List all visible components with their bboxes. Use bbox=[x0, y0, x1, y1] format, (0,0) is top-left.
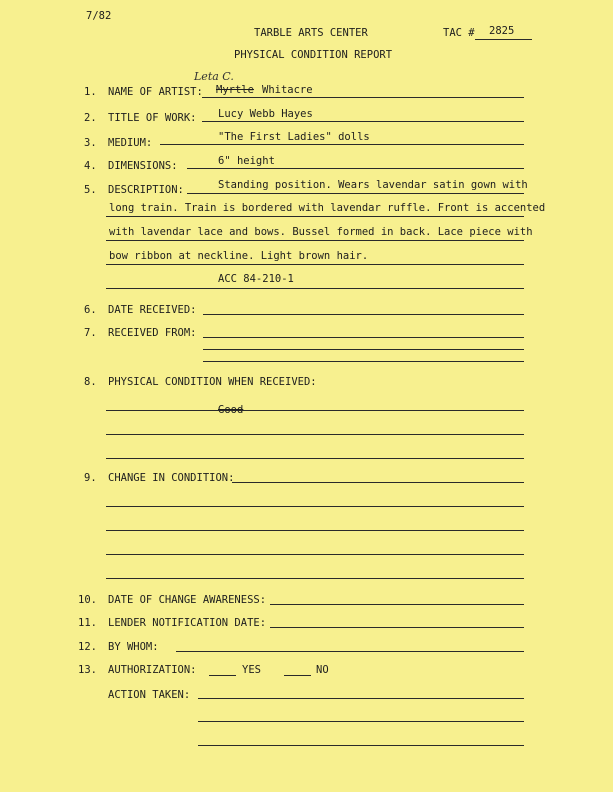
artist-value: Whitacre bbox=[262, 84, 313, 96]
artist-struck-name: Myrtle bbox=[216, 84, 254, 96]
action-line-3[interactable] bbox=[198, 745, 524, 746]
field-7-label: RECEIVED FROM: bbox=[108, 327, 197, 339]
description-rule-5 bbox=[106, 288, 524, 289]
received-from-line-2[interactable] bbox=[203, 349, 524, 350]
field-8-number: 8. bbox=[84, 376, 97, 388]
field-6-label: DATE RECEIVED: bbox=[108, 304, 197, 316]
field-12-number: 12. bbox=[78, 641, 97, 653]
condition-line-1[interactable] bbox=[106, 410, 524, 411]
field-9-label: CHANGE IN CONDITION: bbox=[108, 472, 235, 484]
change-line-3[interactable] bbox=[106, 530, 524, 531]
field-8-label: PHYSICAL CONDITION WHEN RECEIVED: bbox=[108, 376, 317, 388]
description-line-2: long train. Train is bordered with lavendar ruffle. Front is accented bbox=[109, 202, 546, 214]
date-change-line[interactable] bbox=[270, 604, 524, 605]
title-line bbox=[202, 121, 524, 122]
lender-date-line[interactable] bbox=[270, 627, 524, 628]
field-12-label: BY WHOM: bbox=[108, 641, 159, 653]
accession-number: ACC 84-210-1 bbox=[218, 273, 294, 285]
field-7-number: 7. bbox=[84, 327, 97, 339]
condition-line-2[interactable] bbox=[106, 434, 524, 435]
change-line-2[interactable] bbox=[106, 506, 524, 507]
field-2-number: 2. bbox=[84, 112, 97, 124]
change-line-4[interactable] bbox=[106, 554, 524, 555]
description-rule-1 bbox=[187, 193, 524, 194]
yes-checkbox-line[interactable] bbox=[209, 675, 236, 676]
yes-label: YES bbox=[242, 664, 261, 676]
field-3-label: MEDIUM: bbox=[108, 137, 153, 149]
no-checkbox-line[interactable] bbox=[284, 675, 311, 676]
field-1-label: NAME OF ARTIST: bbox=[108, 86, 203, 98]
field-5-number: 5. bbox=[84, 184, 97, 196]
medium-line bbox=[160, 144, 524, 145]
field-2-label: TITLE OF WORK: bbox=[108, 112, 197, 124]
tac-underline bbox=[475, 39, 532, 40]
description-line-3: with lavendar lace and bows. Bussel formed in back. Lace piece with bbox=[109, 226, 533, 238]
received-from-line-1[interactable] bbox=[203, 337, 524, 338]
action-taken-label: ACTION TAKEN: bbox=[108, 689, 191, 701]
description-line-1: Standing position. Wears lavendar satin gown with bbox=[218, 179, 528, 191]
tac-label: TAC # bbox=[443, 27, 475, 39]
artist-handwritten-correction: Leta C. bbox=[194, 70, 234, 83]
field-4-number: 4. bbox=[84, 160, 97, 172]
page-title: PHYSICAL CONDITION REPORT bbox=[234, 49, 393, 61]
field-11-label: LENDER NOTIFICATION DATE: bbox=[108, 617, 267, 629]
medium-value: "The First Ladies" dolls bbox=[218, 131, 370, 143]
date-received-line[interactable] bbox=[203, 314, 524, 315]
title-value: Lucy Webb Hayes bbox=[218, 108, 313, 120]
field-11-number: 11. bbox=[78, 617, 97, 629]
description-rule-3 bbox=[106, 240, 524, 241]
action-line-2[interactable] bbox=[198, 721, 524, 722]
field-13-label: AUTHORIZATION: bbox=[108, 664, 197, 676]
description-line-4: bow ribbon at neckline. Light brown hair. bbox=[109, 250, 369, 262]
by-whom-line[interactable] bbox=[176, 651, 524, 652]
received-from-line-3[interactable] bbox=[203, 361, 524, 362]
action-line-1[interactable] bbox=[198, 698, 524, 699]
condition-value: Good bbox=[218, 404, 244, 416]
field-5-label: DESCRIPTION: bbox=[108, 184, 184, 196]
change-line-5[interactable] bbox=[106, 578, 524, 579]
field-9-number: 9. bbox=[84, 472, 97, 484]
field-10-number: 10. bbox=[78, 594, 97, 606]
condition-line-3[interactable] bbox=[106, 458, 524, 459]
field-3-number: 3. bbox=[84, 137, 97, 149]
field-4-label: DIMENSIONS: bbox=[108, 160, 178, 172]
field-10-label: DATE OF CHANGE AWARENESS: bbox=[108, 594, 267, 606]
artist-line bbox=[202, 97, 524, 98]
org-name: TARBLE ARTS CENTER bbox=[254, 27, 368, 39]
field-1-number: 1. bbox=[84, 86, 97, 98]
description-rule-4 bbox=[106, 264, 524, 265]
date-code: 7/82 bbox=[86, 10, 112, 22]
description-rule-2 bbox=[106, 216, 524, 217]
field-6-number: 6. bbox=[84, 304, 97, 316]
change-line-1[interactable] bbox=[232, 482, 524, 483]
tac-number: 2825 bbox=[489, 25, 515, 37]
no-label: NO bbox=[316, 664, 329, 676]
dimensions-line bbox=[187, 168, 524, 169]
dimensions-value: 6" height bbox=[218, 155, 275, 167]
field-13-number: 13. bbox=[78, 664, 97, 676]
